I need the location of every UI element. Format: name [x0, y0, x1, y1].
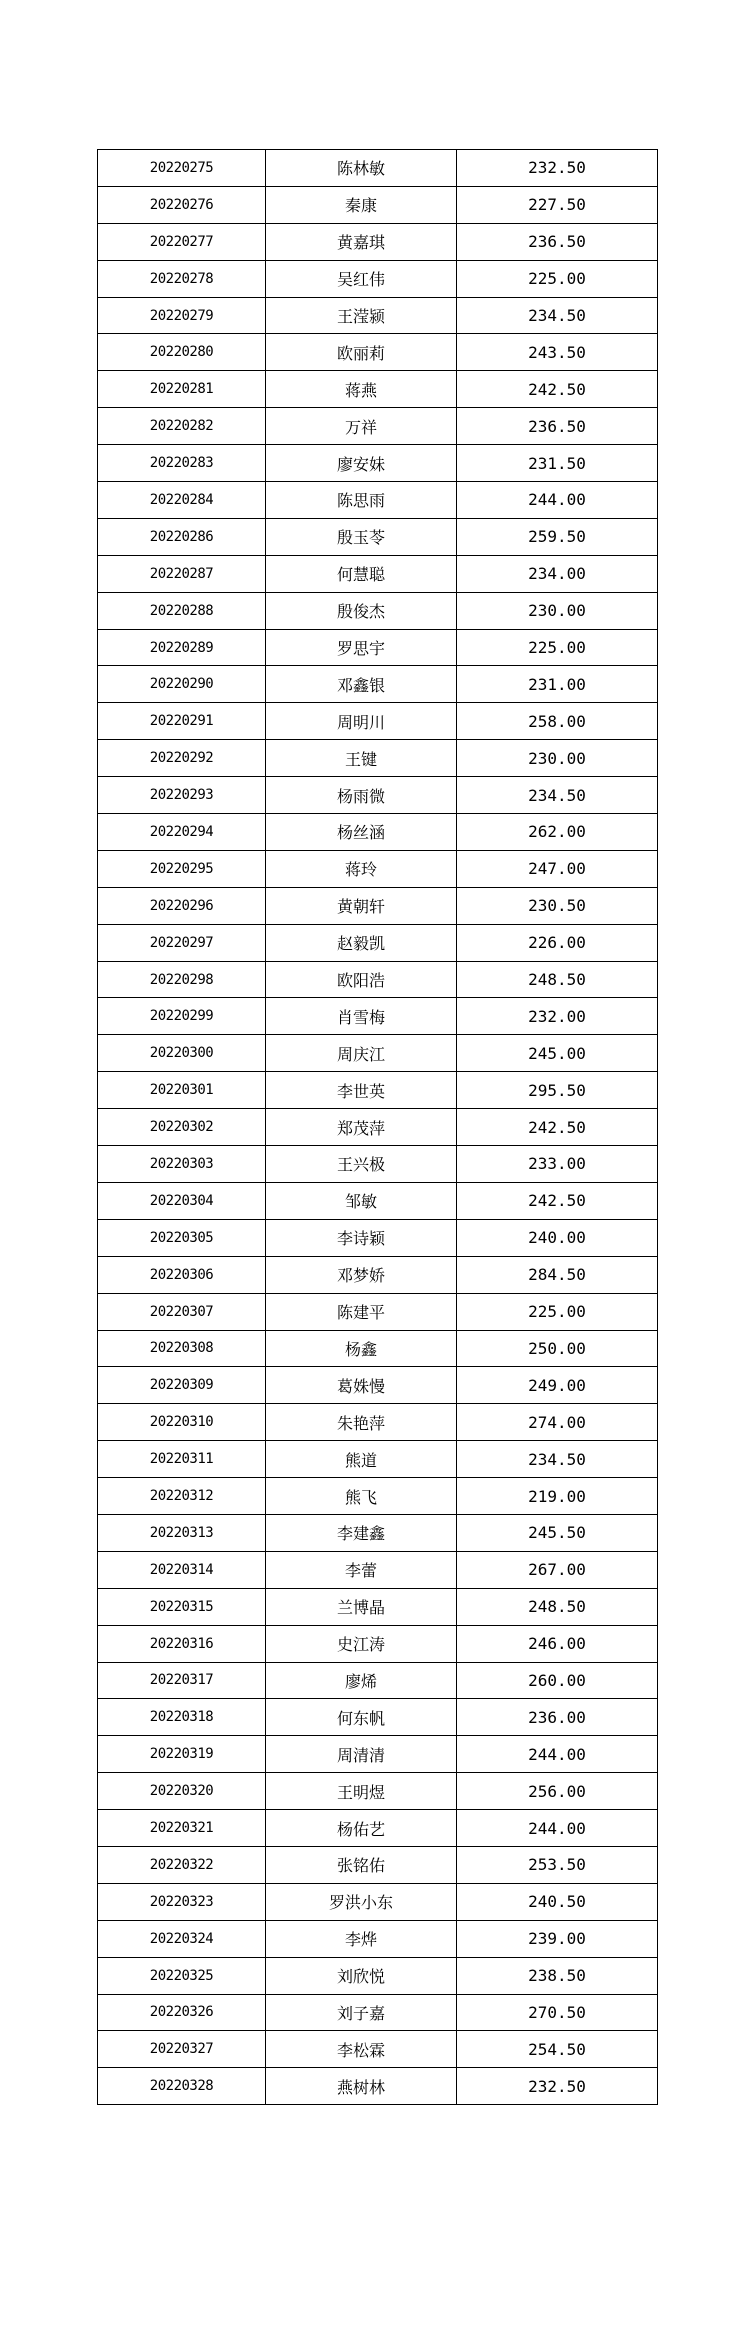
- candidate-score-cell: 242.50: [457, 371, 658, 408]
- candidate-score-cell: 230.00: [457, 740, 658, 777]
- candidate-score-cell: 267.00: [457, 1551, 658, 1588]
- candidate-score-cell: 253.50: [457, 1846, 658, 1883]
- candidate-score-cell: 238.50: [457, 1957, 658, 1994]
- candidate-name-cell: 廖烯: [266, 1662, 457, 1699]
- candidate-name-cell: 黄朝轩: [266, 887, 457, 924]
- table-row: [98, 740, 658, 777]
- table-row: [98, 1109, 658, 1146]
- table-row: [98, 814, 658, 851]
- candidate-score-cell: 254.50: [457, 2031, 658, 2068]
- table-row: [98, 1883, 658, 1920]
- candidate-score-cell: 232.00: [457, 998, 658, 1035]
- candidate-id-cell: 20220284: [98, 482, 266, 519]
- table-row: [98, 2031, 658, 2068]
- candidate-name-cell: 周清清: [266, 1736, 457, 1773]
- table-row: [98, 1736, 658, 1773]
- candidate-score-cell: 242.50: [457, 1182, 658, 1219]
- candidate-id-cell: 20220298: [98, 961, 266, 998]
- candidate-id-cell: 20220309: [98, 1367, 266, 1404]
- table-row: [98, 1551, 658, 1588]
- candidate-score-cell: 234.50: [457, 1441, 658, 1478]
- candidate-score-cell: 256.00: [457, 1773, 658, 1810]
- candidate-id-cell: 20220302: [98, 1109, 266, 1146]
- candidate-id-cell: 20220328: [98, 2068, 266, 2105]
- candidate-score-cell: 243.50: [457, 334, 658, 371]
- table-row: [98, 1625, 658, 1662]
- candidate-score-cell: 284.50: [457, 1256, 658, 1293]
- candidate-name-cell: 刘欣悦: [266, 1957, 457, 1994]
- table-row: [98, 1699, 658, 1736]
- candidate-name-cell: 何东帆: [266, 1699, 457, 1736]
- table-row: [98, 777, 658, 814]
- candidate-id-cell: 20220315: [98, 1588, 266, 1625]
- candidate-name-cell: 陈林敏: [266, 150, 457, 187]
- candidate-id-cell: 20220317: [98, 1662, 266, 1699]
- candidate-score-cell: 244.00: [457, 1810, 658, 1847]
- candidate-score-cell: 239.00: [457, 1920, 658, 1957]
- candidate-id-cell: 20220288: [98, 592, 266, 629]
- candidate-score-cell: 259.50: [457, 518, 658, 555]
- candidate-score-cell: 225.00: [457, 629, 658, 666]
- table-row: [98, 998, 658, 1035]
- candidate-score-cell: 246.00: [457, 1625, 658, 1662]
- candidate-name-cell: 邓梦娇: [266, 1256, 457, 1293]
- candidate-id-cell: 20220299: [98, 998, 266, 1035]
- candidate-name-cell: 李诗颖: [266, 1219, 457, 1256]
- table-row: [98, 223, 658, 260]
- candidate-name-cell: 何慧聪: [266, 555, 457, 592]
- table-row: [98, 1146, 658, 1183]
- table-row: [98, 150, 658, 187]
- table-row: [98, 1330, 658, 1367]
- candidate-id-cell: 20220291: [98, 703, 266, 740]
- candidate-id-cell: 20220324: [98, 1920, 266, 1957]
- table-row: [98, 1072, 658, 1109]
- candidate-id-cell: 20220277: [98, 223, 266, 260]
- candidate-id-cell: 20220318: [98, 1699, 266, 1736]
- candidate-name-cell: 欧阳浩: [266, 961, 457, 998]
- candidate-id-cell: 20220290: [98, 666, 266, 703]
- candidate-score-cell: 219.00: [457, 1478, 658, 1515]
- candidate-id-cell: 20220275: [98, 150, 266, 187]
- table-row: [98, 1404, 658, 1441]
- table-row: [98, 1994, 658, 2031]
- table-row: [98, 1256, 658, 1293]
- score-table-body: [98, 150, 658, 2105]
- table-row: [98, 924, 658, 961]
- candidate-name-cell: 陈建平: [266, 1293, 457, 1330]
- candidate-id-cell: 20220300: [98, 1035, 266, 1072]
- candidate-name-cell: 罗洪小东: [266, 1883, 457, 1920]
- table-row: [98, 1920, 658, 1957]
- candidate-name-cell: 李世英: [266, 1072, 457, 1109]
- candidate-name-cell: 蒋玲: [266, 850, 457, 887]
- candidate-name-cell: 兰博晶: [266, 1588, 457, 1625]
- candidate-name-cell: 杨丝涵: [266, 814, 457, 851]
- candidate-score-cell: 244.00: [457, 482, 658, 519]
- candidate-score-cell: 230.50: [457, 887, 658, 924]
- table-row: [98, 1478, 658, 1515]
- candidate-id-cell: 20220295: [98, 850, 266, 887]
- candidate-id-cell: 20220321: [98, 1810, 266, 1847]
- table-row: [98, 961, 658, 998]
- candidate-name-cell: 王滢颍: [266, 297, 457, 334]
- candidate-name-cell: 周明川: [266, 703, 457, 740]
- table-row: [98, 666, 658, 703]
- candidate-score-cell: 240.50: [457, 1883, 658, 1920]
- candidate-id-cell: 20220322: [98, 1846, 266, 1883]
- candidate-id-cell: 20220280: [98, 334, 266, 371]
- candidate-score-cell: 242.50: [457, 1109, 658, 1146]
- table-row: [98, 186, 658, 223]
- candidate-name-cell: 李松霖: [266, 2031, 457, 2068]
- table-row: [98, 1514, 658, 1551]
- candidate-id-cell: 20220327: [98, 2031, 266, 2068]
- candidate-score-cell: 240.00: [457, 1219, 658, 1256]
- candidate-score-cell: 232.50: [457, 2068, 658, 2105]
- candidate-id-cell: 20220301: [98, 1072, 266, 1109]
- candidate-name-cell: 熊飞: [266, 1478, 457, 1515]
- table-row: [98, 1810, 658, 1847]
- candidate-id-cell: 20220292: [98, 740, 266, 777]
- candidate-score-cell: 234.50: [457, 777, 658, 814]
- candidate-name-cell: 万祥: [266, 408, 457, 445]
- table-row: [98, 1182, 658, 1219]
- score-table: [97, 149, 658, 2105]
- table-row: [98, 1219, 658, 1256]
- candidate-name-cell: 李建鑫: [266, 1514, 457, 1551]
- table-row: [98, 334, 658, 371]
- table-row: [98, 2068, 658, 2105]
- candidate-score-cell: 248.50: [457, 961, 658, 998]
- candidate-id-cell: 20220294: [98, 814, 266, 851]
- candidate-score-cell: 245.50: [457, 1514, 658, 1551]
- candidate-id-cell: 20220279: [98, 297, 266, 334]
- candidate-score-cell: 249.00: [457, 1367, 658, 1404]
- table-row: [98, 445, 658, 482]
- candidate-id-cell: 20220297: [98, 924, 266, 961]
- candidate-score-cell: 274.00: [457, 1404, 658, 1441]
- candidate-id-cell: 20220326: [98, 1994, 266, 2031]
- candidate-name-cell: 王明煜: [266, 1773, 457, 1810]
- table-row: [98, 1957, 658, 1994]
- candidate-id-cell: 20220325: [98, 1957, 266, 1994]
- candidate-id-cell: 20220286: [98, 518, 266, 555]
- candidate-score-cell: 226.00: [457, 924, 658, 961]
- candidate-score-cell: 236.00: [457, 1699, 658, 1736]
- table-row: [98, 555, 658, 592]
- candidate-id-cell: 20220281: [98, 371, 266, 408]
- table-row: [98, 1035, 658, 1072]
- candidate-id-cell: 20220316: [98, 1625, 266, 1662]
- candidate-name-cell: 王键: [266, 740, 457, 777]
- candidate-score-cell: 245.00: [457, 1035, 658, 1072]
- candidate-name-cell: 罗思宇: [266, 629, 457, 666]
- candidate-score-cell: 258.00: [457, 703, 658, 740]
- table-row: [98, 518, 658, 555]
- table-row: [98, 887, 658, 924]
- candidate-id-cell: 20220306: [98, 1256, 266, 1293]
- candidate-score-cell: 250.00: [457, 1330, 658, 1367]
- table-row: [98, 1662, 658, 1699]
- candidate-id-cell: 20220319: [98, 1736, 266, 1773]
- candidate-id-cell: 20220282: [98, 408, 266, 445]
- table-row: [98, 1367, 658, 1404]
- candidate-name-cell: 刘子嘉: [266, 1994, 457, 2031]
- candidate-name-cell: 史江涛: [266, 1625, 457, 1662]
- candidate-id-cell: 20220320: [98, 1773, 266, 1810]
- table-row: [98, 371, 658, 408]
- candidate-id-cell: 20220323: [98, 1883, 266, 1920]
- table-row: [98, 1441, 658, 1478]
- candidate-name-cell: 葛姝慢: [266, 1367, 457, 1404]
- candidate-id-cell: 20220310: [98, 1404, 266, 1441]
- candidate-name-cell: 陈思雨: [266, 482, 457, 519]
- candidate-score-cell: 231.50: [457, 445, 658, 482]
- candidate-name-cell: 杨雨微: [266, 777, 457, 814]
- candidate-id-cell: 20220311: [98, 1441, 266, 1478]
- candidate-id-cell: 20220276: [98, 186, 266, 223]
- candidate-name-cell: 杨佑艺: [266, 1810, 457, 1847]
- candidate-name-cell: 李蕾: [266, 1551, 457, 1588]
- candidate-score-cell: 234.00: [457, 555, 658, 592]
- table-row: [98, 703, 658, 740]
- candidate-id-cell: 20220308: [98, 1330, 266, 1367]
- candidate-score-cell: 233.00: [457, 1146, 658, 1183]
- candidate-name-cell: 吴红伟: [266, 260, 457, 297]
- candidate-id-cell: 20220314: [98, 1551, 266, 1588]
- candidate-score-cell: 260.00: [457, 1662, 658, 1699]
- table-row: [98, 297, 658, 334]
- candidate-name-cell: 郑茂萍: [266, 1109, 457, 1146]
- candidate-name-cell: 蒋燕: [266, 371, 457, 408]
- table-row: [98, 1773, 658, 1810]
- candidate-score-cell: 230.00: [457, 592, 658, 629]
- table-row: [98, 408, 658, 445]
- table-row: [98, 850, 658, 887]
- candidate-id-cell: 20220293: [98, 777, 266, 814]
- candidate-name-cell: 黄嘉琪: [266, 223, 457, 260]
- candidate-id-cell: 20220305: [98, 1219, 266, 1256]
- candidate-name-cell: 杨鑫: [266, 1330, 457, 1367]
- candidate-id-cell: 20220303: [98, 1146, 266, 1183]
- table-row: [98, 482, 658, 519]
- candidate-id-cell: 20220304: [98, 1182, 266, 1219]
- table-row: [98, 260, 658, 297]
- table-row: [98, 1293, 658, 1330]
- candidate-name-cell: 周庆江: [266, 1035, 457, 1072]
- candidate-name-cell: 邹敏: [266, 1182, 457, 1219]
- candidate-score-cell: 244.00: [457, 1736, 658, 1773]
- candidate-name-cell: 张铭佑: [266, 1846, 457, 1883]
- candidate-score-cell: 231.00: [457, 666, 658, 703]
- candidate-name-cell: 欧丽莉: [266, 334, 457, 371]
- table-row: [98, 629, 658, 666]
- candidate-id-cell: 20220289: [98, 629, 266, 666]
- candidate-name-cell: 廖安妹: [266, 445, 457, 482]
- candidate-name-cell: 李烨: [266, 1920, 457, 1957]
- candidate-score-cell: 248.50: [457, 1588, 658, 1625]
- candidate-name-cell: 朱艳萍: [266, 1404, 457, 1441]
- candidate-name-cell: 王兴极: [266, 1146, 457, 1183]
- candidate-score-cell: 236.50: [457, 408, 658, 445]
- candidate-score-cell: 247.00: [457, 850, 658, 887]
- table-row: [98, 1846, 658, 1883]
- candidate-score-cell: 236.50: [457, 223, 658, 260]
- candidate-score-cell: 232.50: [457, 150, 658, 187]
- candidate-name-cell: 熊道: [266, 1441, 457, 1478]
- candidate-score-cell: 234.50: [457, 297, 658, 334]
- candidate-score-cell: 270.50: [457, 1994, 658, 2031]
- candidate-name-cell: 殷玉苓: [266, 518, 457, 555]
- candidate-score-cell: 295.50: [457, 1072, 658, 1109]
- candidate-name-cell: 赵毅凯: [266, 924, 457, 961]
- candidate-id-cell: 20220296: [98, 887, 266, 924]
- candidate-score-cell: 225.00: [457, 260, 658, 297]
- candidate-id-cell: 20220278: [98, 260, 266, 297]
- candidate-name-cell: 邓鑫银: [266, 666, 457, 703]
- candidate-score-cell: 225.00: [457, 1293, 658, 1330]
- candidate-name-cell: 殷俊杰: [266, 592, 457, 629]
- table-row: [98, 592, 658, 629]
- candidate-name-cell: 燕树林: [266, 2068, 457, 2105]
- candidate-id-cell: 20220312: [98, 1478, 266, 1515]
- candidate-name-cell: 秦康: [266, 186, 457, 223]
- candidate-id-cell: 20220307: [98, 1293, 266, 1330]
- table-row: [98, 1588, 658, 1625]
- candidate-score-cell: 262.00: [457, 814, 658, 851]
- candidate-name-cell: 肖雪梅: [266, 998, 457, 1035]
- candidate-id-cell: 20220287: [98, 555, 266, 592]
- candidate-id-cell: 20220313: [98, 1514, 266, 1551]
- candidate-id-cell: 20220283: [98, 445, 266, 482]
- candidate-score-cell: 227.50: [457, 186, 658, 223]
